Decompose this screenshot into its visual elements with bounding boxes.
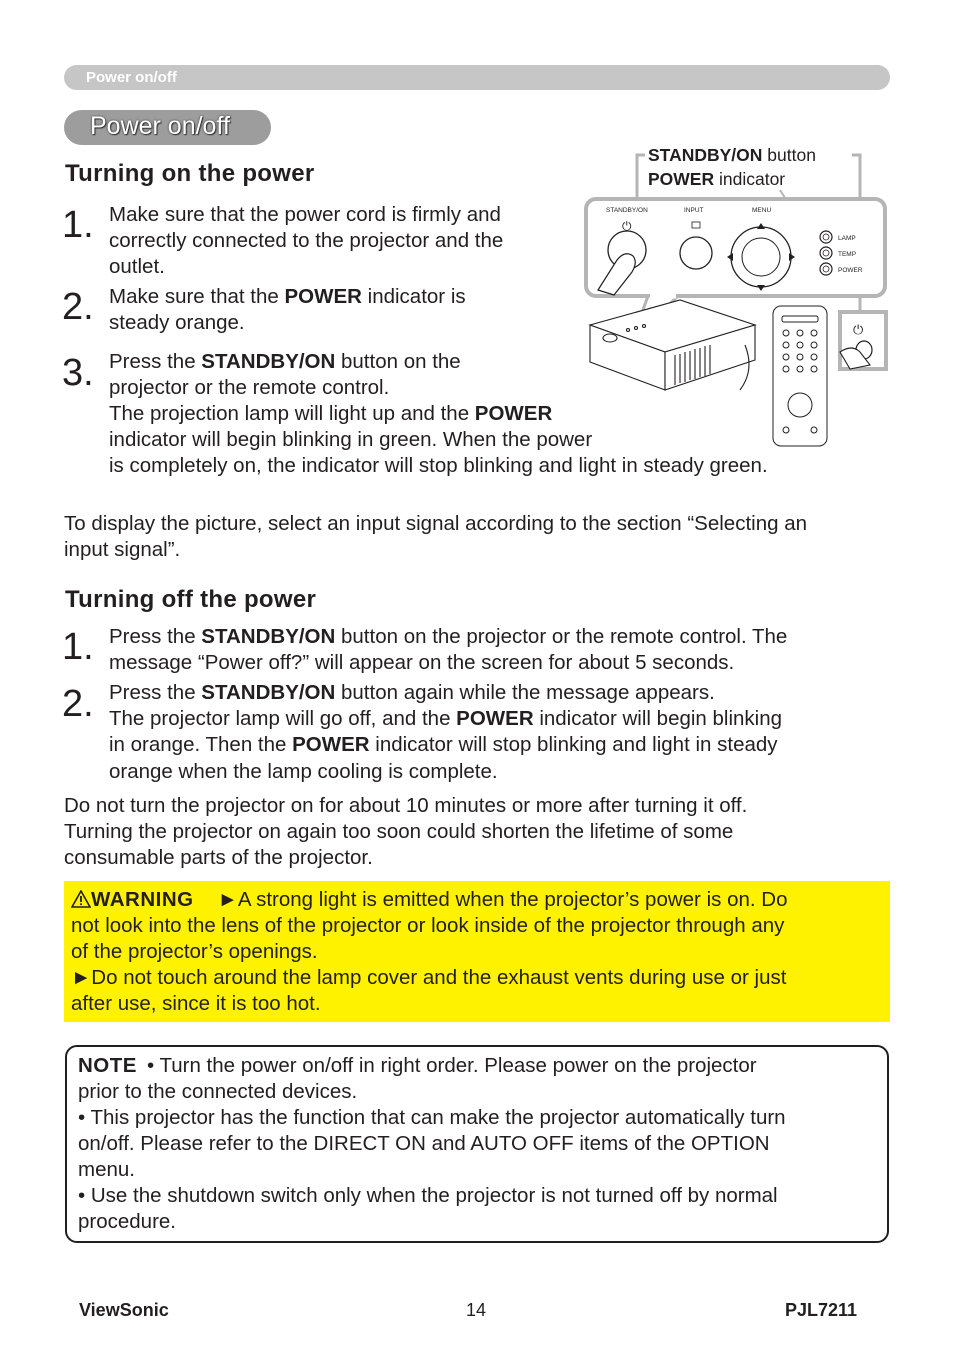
header-bar: [64, 65, 890, 90]
off-step-2-text: [109, 680, 782, 785]
text-line: in orange. Then the POWER indicator will stop blinking and light in steady: [109, 733, 778, 756]
text-line: projector or the remote control.: [109, 376, 390, 399]
step-1-text: [109, 202, 503, 280]
footer-page-number: 14: [466, 1300, 487, 1320]
text-line: • This projector has the function that can make the projector automatically turn: [78, 1106, 786, 1129]
text-line: • Use the shutdown switch only when the projector is not turned off by normal: [78, 1184, 778, 1207]
note-label: NOTE: [78, 1054, 137, 1077]
callout-power-label: POWER indicator: [648, 169, 786, 189]
text-line: steady orange.: [109, 311, 245, 334]
text-line: consumable parts of the projector.: [64, 846, 373, 869]
text-line: outlet.: [109, 255, 165, 278]
off-step-1-text: [109, 624, 787, 676]
warning-box: [64, 881, 890, 1022]
text-line: Press the STANDBY/ON button on the projector or the remote control. The: [109, 625, 788, 648]
section-title: Power on/off: [90, 112, 230, 140]
text-line: Do not turn the projector on for about 10 minutes or more after turning it off.: [64, 794, 748, 817]
footer-model: PJL7211: [785, 1300, 858, 1320]
panel-label-standby: STANDBY/ON: [606, 207, 648, 214]
svg-text:⏻: ⏻: [622, 219, 632, 233]
projector-illustration: [570, 140, 900, 450]
panel-label-input: INPUT: [684, 207, 704, 214]
text-line: Press the STANDBY/ON button on the: [109, 350, 461, 373]
text-line: prior to the connected devices.: [78, 1080, 358, 1103]
note-text: [78, 1053, 878, 1235]
step-number: 1.: [62, 204, 94, 246]
text-line: ►Do not touch around the lamp cover and the exhaust vents during use or just: [71, 966, 787, 989]
text-line: input signal”.: [64, 538, 181, 561]
text-line: indicator will begin blinking in green. When the power: [109, 428, 593, 451]
text-line: Press the STANDBY/ON button again while the message appears.: [109, 681, 715, 704]
text-line: The projector lamp will go off, and the POWER indicator will begin blinking: [109, 707, 783, 730]
step-number: 3.: [62, 352, 94, 394]
callout-standby-label: STANDBY/ON button: [648, 145, 816, 165]
text-line: not look into the lens of the projector or look inside of the projector through any: [71, 914, 785, 937]
projector-body-drawing: [590, 300, 755, 390]
remote-control-drawing: [773, 306, 827, 446]
text-line: menu.: [78, 1158, 135, 1181]
footer-brand: ViewSonic: [79, 1300, 169, 1320]
text-line: of the projector’s openings.: [71, 940, 318, 963]
panel-label-temp: TEMP: [838, 251, 857, 258]
svg-text:⏻: ⏻: [853, 322, 864, 337]
heading-turning-on: Turning on the power: [65, 160, 315, 187]
warning-label: WARNING: [91, 888, 194, 911]
text-line: message “Power off?” will appear on the screen for about 5 seconds.: [109, 651, 735, 674]
note-box: [65, 1045, 889, 1243]
warning-triangle-icon: [71, 890, 91, 908]
text-line: correctly connected to the projector and the: [109, 229, 504, 252]
text-line: on/off. Please refer to the DIRECT ON and AUTO OFF items of the OPTION: [78, 1132, 770, 1155]
warning-text: [71, 887, 886, 1017]
input-button-drawing: [680, 237, 712, 269]
step-number: 1.: [62, 626, 94, 668]
input-signal-paragraph: [64, 511, 807, 563]
step-number: 2.: [62, 286, 94, 328]
panel-label-power: POWER: [838, 267, 863, 274]
text-line: To display the picture, select an input signal according to the section “Selecting an: [64, 512, 807, 535]
section-title-pill: [64, 110, 271, 145]
text-line: Turning the projector on again too soon could shorten the lifetime of some: [64, 820, 734, 843]
text-line: Make sure that the power cord is firmly and: [109, 203, 501, 226]
heading-turning-off: Turning off the power: [65, 586, 317, 613]
header-title: Power on/off: [86, 69, 177, 86]
text-line: is completely on, the indicator will stop blinking and light in steady green.: [109, 454, 768, 477]
text-line: WARNING ►A strong light is emitted when the projector’s power is on. Do: [71, 887, 886, 913]
text-line: Make sure that the POWER indicator is: [109, 285, 466, 308]
panel-label-menu: MENU: [752, 207, 772, 214]
text-line: after use, since it is too hot.: [71, 992, 321, 1015]
text-line: NOTE • Turn the power on/off in right order. Please power on the projector: [78, 1054, 757, 1077]
text-line: The projection lamp will light up and the POWER: [109, 402, 553, 425]
step-2-text: [109, 284, 466, 336]
text-line: procedure.: [78, 1210, 177, 1233]
text-line: orange when the lamp cooling is complete.: [109, 760, 498, 783]
cooldown-paragraph: [64, 793, 747, 871]
step-number: 2.: [62, 683, 94, 725]
panel-label-lamp: LAMP: [838, 235, 856, 242]
